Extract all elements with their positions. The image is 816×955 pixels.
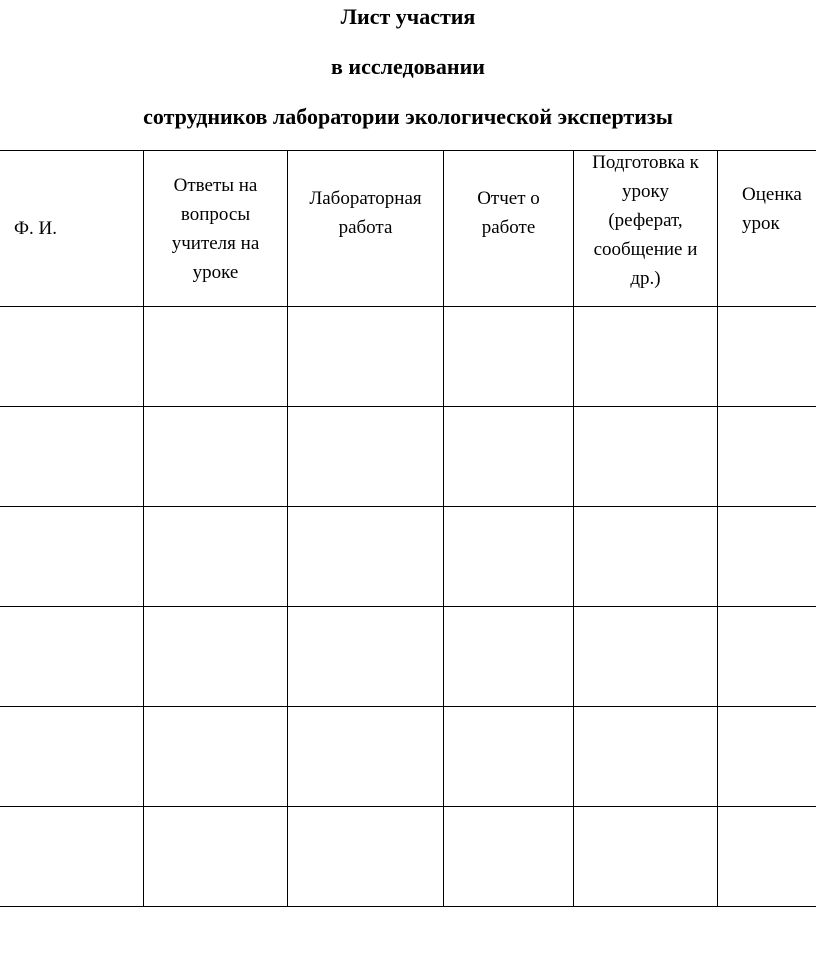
table-cell[interactable] [0,507,144,607]
table-cell[interactable] [0,707,144,807]
table-cell[interactable] [574,307,718,407]
table-cell[interactable] [574,807,718,907]
table-cell[interactable] [0,307,144,407]
header-label-fio: Ф. И. [14,218,57,239]
table-row [0,807,816,907]
table-cell[interactable] [574,707,718,807]
table-cell[interactable] [444,607,574,707]
header-cell-report [444,151,574,307]
table-cell[interactable] [718,407,816,507]
header-cell-grade [718,151,816,307]
table-row [0,507,816,607]
header-cell-lab-work [288,151,444,307]
table-cell[interactable] [144,507,288,607]
table-row [0,407,816,507]
table-cell[interactable] [718,307,816,407]
table-cell[interactable] [444,707,574,807]
table-cell[interactable] [144,407,288,507]
table-row [0,307,816,407]
header-label-report: Отчет о работе [477,187,540,238]
table-header-row [0,151,816,307]
table-cell[interactable] [288,707,444,807]
table-row [0,707,816,807]
header-cell-answers [144,151,288,307]
table-cell[interactable] [288,807,444,907]
table-cell[interactable] [574,507,718,607]
title-line-3: сотрудников лаборатории экологической экспертизы [143,104,673,129]
table-cell[interactable] [718,707,816,807]
table-cell[interactable] [144,607,288,707]
header-cell-preparation [574,151,718,307]
title-line-2: в исследовании [331,54,485,79]
table-cell[interactable] [0,807,144,907]
participation-table [0,150,816,907]
table-cell[interactable] [144,707,288,807]
table-body [0,307,816,907]
table-cell[interactable] [288,507,444,607]
header-label-grade: Оценка урок [742,183,802,234]
table-cell[interactable] [288,307,444,407]
table-cell[interactable] [144,307,288,407]
table-cell[interactable] [574,607,718,707]
header-label-lab-work: Лабораторная работа [309,187,422,238]
table-cell[interactable] [288,407,444,507]
table-cell[interactable] [288,607,444,707]
header-label-answers: Ответы на вопросы учителя на уроке [171,174,260,283]
table-cell[interactable] [0,407,144,507]
title-line-1: Лист участия [340,4,476,29]
table-cell[interactable] [0,607,144,707]
header-label-preparation: Подготовка к уроку (реферат, сообщение и др.) [592,152,699,289]
table-cell[interactable] [718,607,816,707]
table-cell[interactable] [444,507,574,607]
header-cell-fio [0,151,144,307]
table-cell[interactable] [444,407,574,507]
table-cell[interactable] [444,807,574,907]
table-cell[interactable] [718,807,816,907]
table-cell[interactable] [718,507,816,607]
table-row [0,607,816,707]
table-cell[interactable] [574,407,718,507]
table-cell[interactable] [144,807,288,907]
table-cell[interactable] [444,307,574,407]
